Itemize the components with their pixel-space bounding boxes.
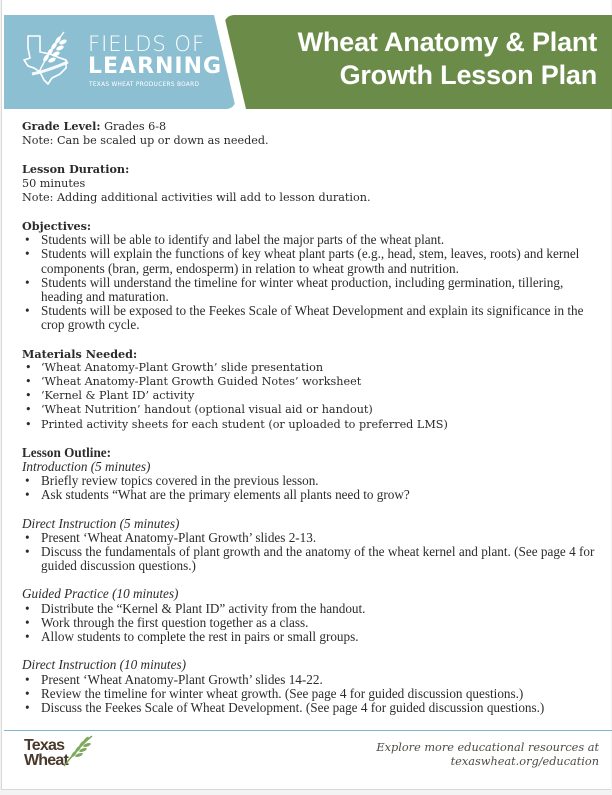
texas-wheat-logo [24, 738, 94, 780]
grade-level-value: Grades 6-8 [104, 120, 167, 133]
grade-level-label: Grade Level: [22, 119, 101, 133]
footer-resources [376, 741, 599, 769]
outline-item: • Briefly review topics covered in the previous lesson. [22, 474, 602, 488]
outline-section-list [22, 531, 602, 574]
outline-section-heading: Direct Instruction (5 minutes) [22, 515, 180, 531]
outline-section-heading: Guided Practice (10 minutes) [22, 586, 179, 602]
wheat-stalk-icon [60, 734, 96, 768]
page-title-line-1: Wheat Anatomy & Plant [297, 27, 597, 57]
material-item: • ‘Wheat Anatomy-Plant Growth’ slide presentation [22, 361, 602, 375]
texas-wheat-logo-line-2: Wheat [24, 752, 69, 769]
objectives-label: Objectives: [22, 219, 92, 234]
outline-section-list [22, 602, 602, 645]
footer-resources-link[interactable]: texaswheat.org/education [450, 755, 599, 768]
logo-text-board: TEXAS WHEAT PRODUCERS BOARD [89, 82, 200, 88]
logo-text-fields-of: FIELDS OF [88, 32, 206, 56]
outline-item: • Discuss the fundamentals of plant growth and the anatomy of the wheat kernel and plant. (See page 4 for guided discussion questions.) [22, 545, 602, 573]
lesson-outline-label: Lesson Outline: [22, 444, 112, 460]
objective-item: • Students will be exposed to the Feekes Scale of Wheat Development and explain its significance in the crop growth cycle. [22, 304, 602, 332]
page-title-line-2: Growth Lesson Plan [339, 60, 597, 90]
outline-item: • Discuss the Feekes Scale of Wheat Development. (See page 4 for guided discussion questions.) [22, 701, 602, 715]
outline-item: • Allow students to complete the rest in pairs or small groups. [22, 630, 602, 644]
objective-item: • Students will explain the functions of key wheat plant parts (e.g., head, stem, leaves, roots) and kernel components (bran, germ, endosperm) in relation to wheat growth and nutrition. [22, 247, 602, 275]
outline-item: • Present ‘Wheat Anatomy-Plant Growth’ slides 14-22. [22, 673, 602, 687]
texas-wheat-logo-line-1: Texas [24, 737, 65, 754]
outline-section-list [22, 673, 602, 716]
outline-section-heading: Direct Instruction (10 minutes) [22, 657, 186, 673]
footer-divider [4, 730, 612, 731]
objectives-list [22, 233, 602, 332]
outline-item: • Review the timeline for winter wheat growth. (See page 4 for guided discussion questions.) [22, 687, 602, 701]
footer-resources-text: Explore more educational resources at [376, 741, 599, 754]
document-page [1, 0, 611, 790]
objective-item: • Students will understand the timeline for winter wheat production, including germination, tillering, heading and maturation. [22, 276, 602, 304]
materials-list [22, 361, 602, 432]
lesson-duration-value: 50 minutes [22, 176, 86, 190]
outline-item: • Distribute the “Kernel & Plant ID” activity from the handout. [22, 602, 602, 616]
materials-label: Materials Needed: [22, 346, 138, 361]
grade-level-note: Note: Can be scaled up or down as needed. [22, 134, 269, 148]
objective-item: • Students will be able to identify and label the major parts of the wheat plant. [22, 233, 602, 247]
logo-text-learning: LEARNING [88, 54, 223, 79]
material-item: • ‘Kernel & Plant ID’ activity [22, 389, 602, 403]
lesson-duration-label: Lesson Duration: [22, 162, 130, 177]
texas-wheat-logo-icon [20, 28, 72, 88]
outline-item: • Present ‘Wheat Anatomy-Plant Growth’ slides 2-13. [22, 531, 602, 545]
lesson-duration-note: Note: Adding additional activities will add to lesson duration. [22, 190, 371, 204]
outline-section-heading: Introduction (5 minutes) [22, 459, 151, 475]
material-item: • ‘Wheat Nutrition’ handout (optional visual aid or handout) [22, 403, 602, 417]
outline-section-list [22, 474, 602, 502]
material-item: • Printed activity sheets for each student (or uploaded to preferred LMS) [22, 418, 602, 432]
outline-item: • Ask students “What are the primary elements all plants need to grow? [22, 488, 602, 502]
material-item: • ‘Wheat Anatomy-Plant Growth Guided Notes’ worksheet [22, 375, 602, 389]
grade-level [22, 119, 602, 134]
page-title [237, 26, 597, 92]
lesson-content [22, 119, 602, 715]
outline-item: • Work through the first question together as a class. [22, 616, 602, 630]
